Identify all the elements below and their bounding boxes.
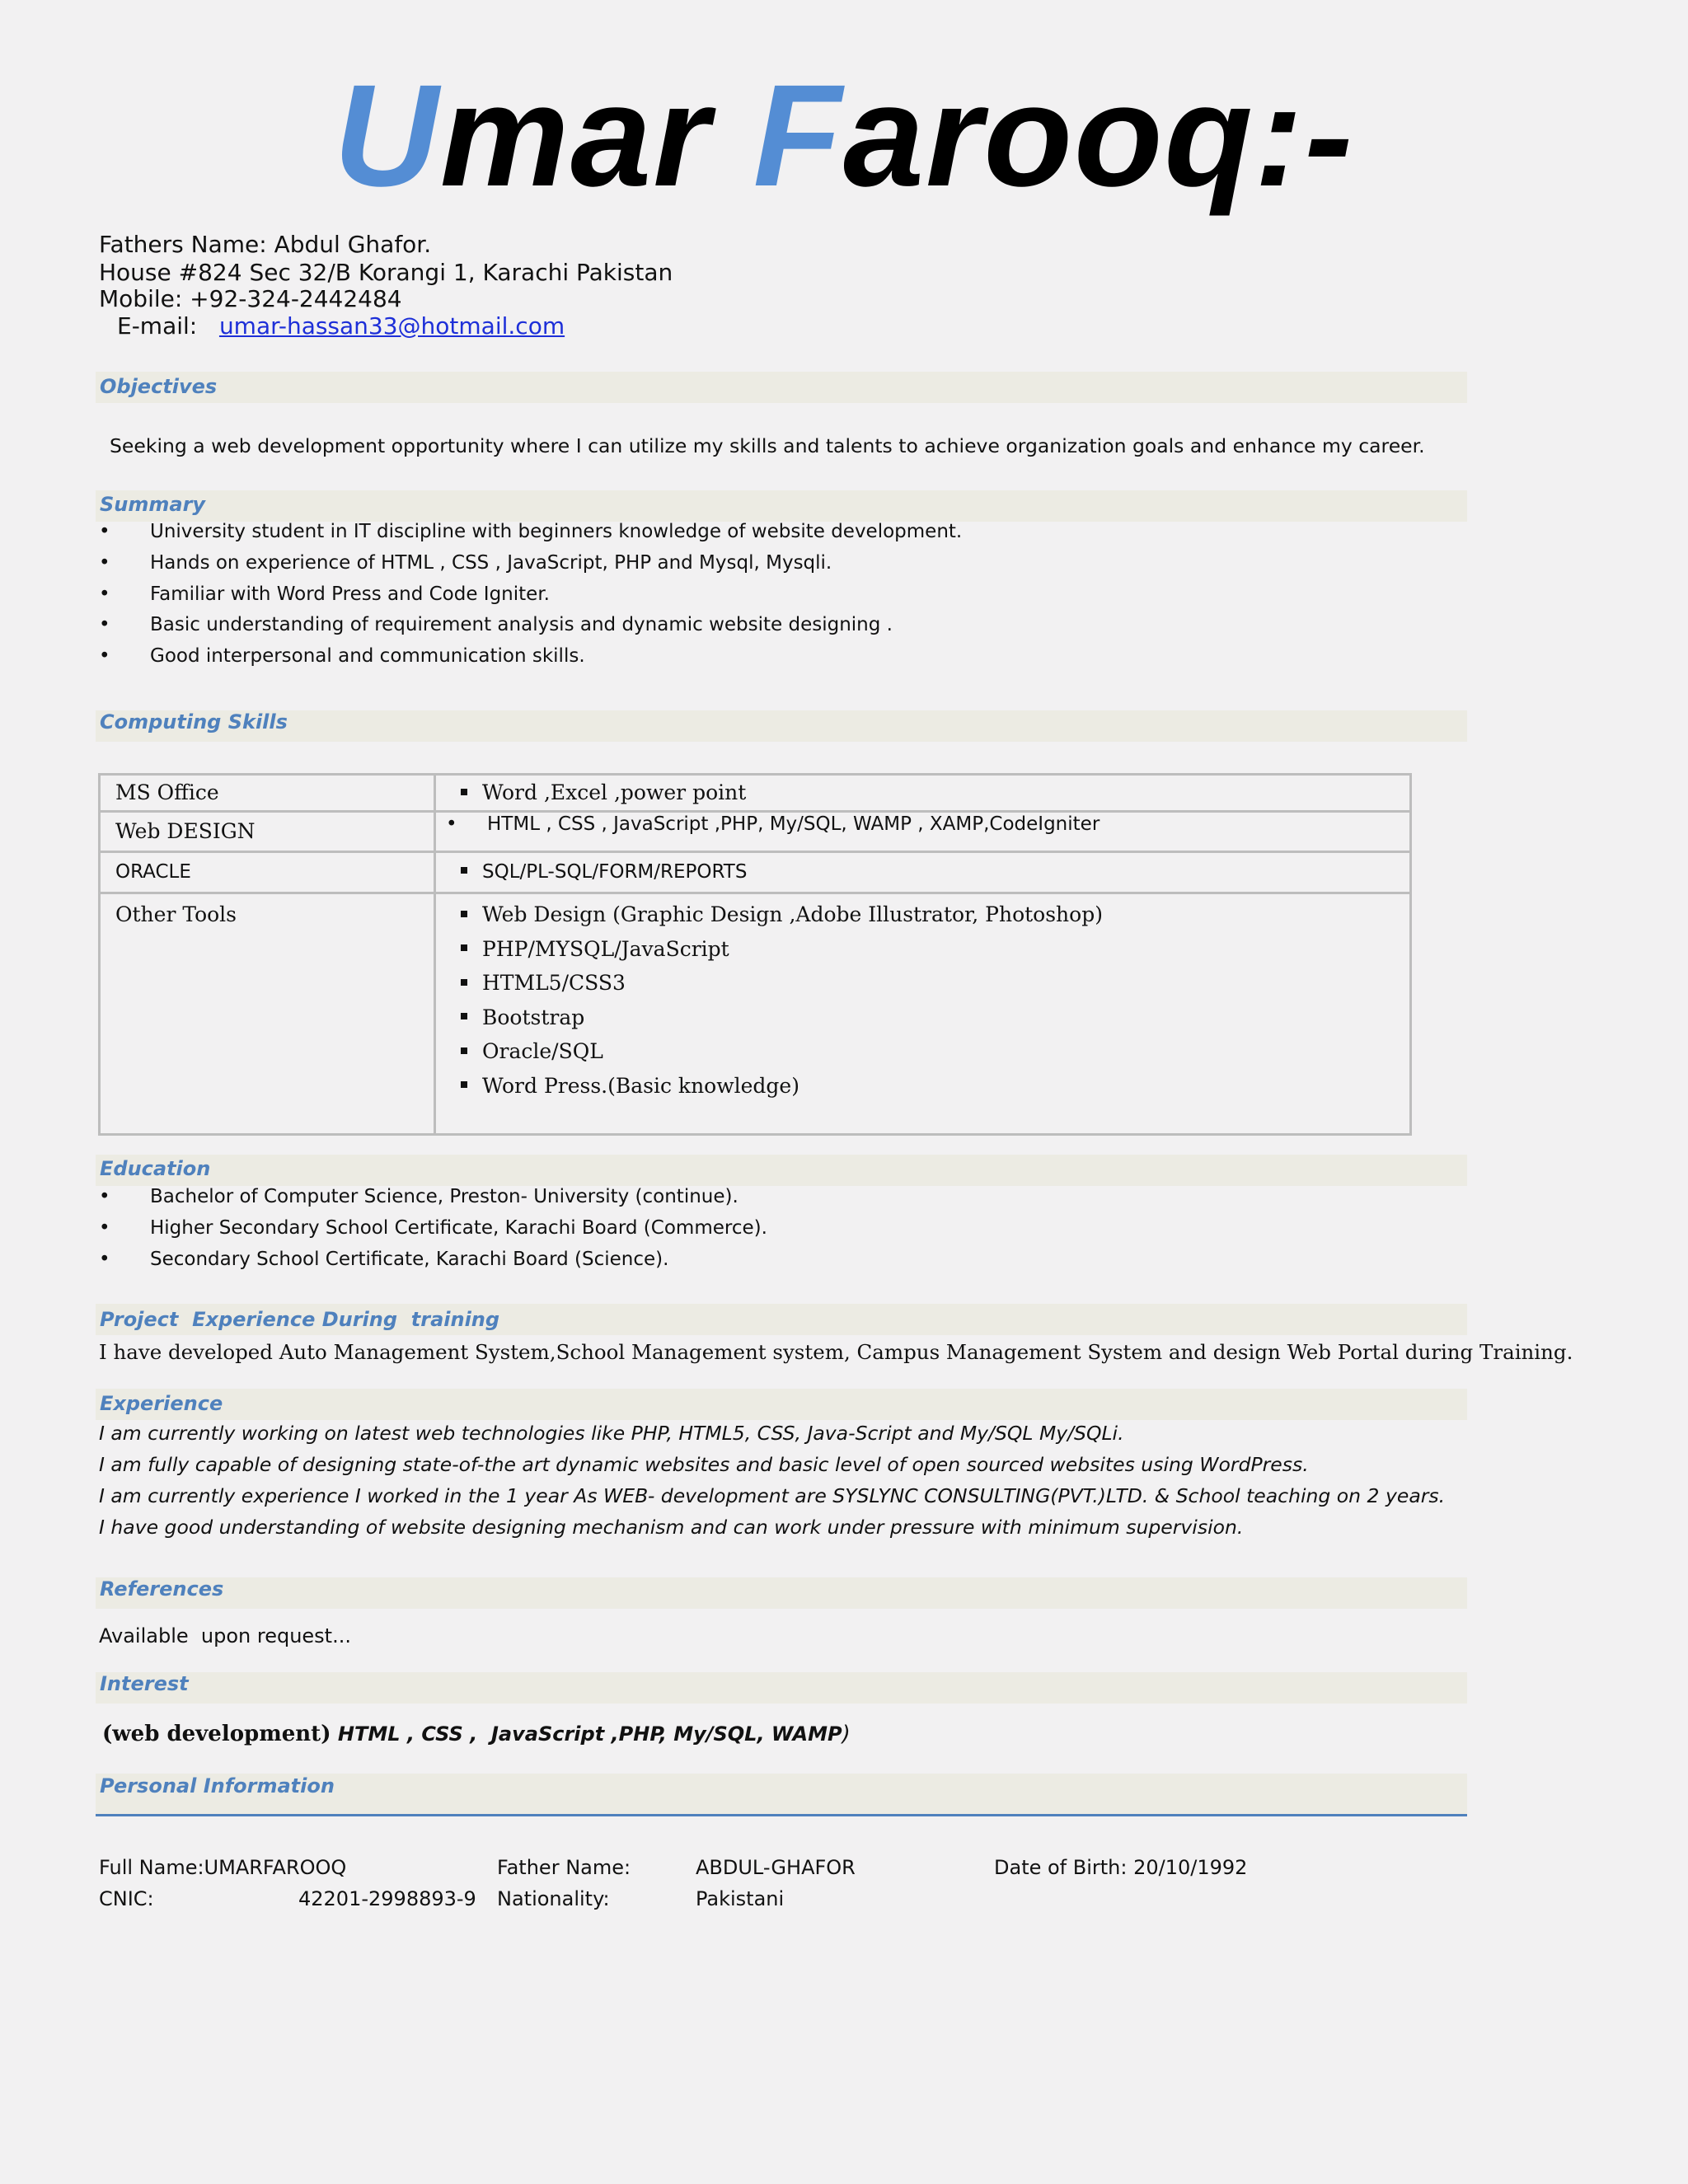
address-line: House #824 Sec 32/B Korangi 1, Karachi Pakistan <box>99 259 673 286</box>
skill-items: Web Design (Graphic Design ,Adobe Illustrator, Photoshop) PHP/MYSQL/JavaScript HTML5/CSS3 Bootstrap Oracle/SQL Word Press.(Basic knowledge) <box>435 893 1411 1135</box>
email-link[interactable]: umar-hassan33@hotmail.com <box>218 312 565 340</box>
experience-line: I am fully capable of designing state-of-the art dynamic websites and basic level of open sourced websites using WordPress. <box>99 1453 1309 1476</box>
skill-category: ORACLE <box>100 852 435 893</box>
objective-text: Seeking a web development opportunity where I can utilize my skills and talents to achieve organization goals and enhance my career. <box>110 434 1425 457</box>
interest-bar <box>96 1672 1467 1704</box>
skill-items: • HTML , CSS , JavaScript ,PHP, My/SQL, WAMP , XAMP,CodeIgniter <box>435 812 1411 852</box>
project-title: Project Experience During training <box>100 1308 500 1331</box>
email-label: E-mail: <box>117 312 198 340</box>
skill-items: SQL/PL-SQL/FORM/REPORTS <box>435 852 1411 893</box>
skill-category: MS Office <box>100 775 435 812</box>
computing-skills-title: Computing Skills <box>100 710 288 733</box>
personal-divider <box>96 1814 1467 1816</box>
skills-table <box>98 773 1412 1136</box>
list-item: • Good interpersonal and communication skills. <box>99 645 585 668</box>
interest-text <box>102 1720 851 1748</box>
list-item: • Familiar with Word Press and Code Igniter. <box>99 583 550 605</box>
skill-items: Word ,Excel ,power point <box>435 775 1411 812</box>
objectives-title: Objectives <box>100 375 218 398</box>
interest-suffix: ) <box>842 1722 851 1746</box>
education-list <box>99 1182 767 1275</box>
table-row <box>100 775 1411 812</box>
cnic-label: CNIC: <box>99 1887 154 1910</box>
mobile-line: Mobile: +92-324-2442484 <box>99 285 402 312</box>
experience-line: I have good understanding of website designing mechanism and can work under pressure with minimum supervision. <box>99 1516 1244 1539</box>
objectives-bar <box>96 372 1467 403</box>
name-first-initial: U <box>333 55 440 217</box>
experience-title: Experience <box>100 1392 223 1415</box>
interest-prefix: (web development) <box>102 1722 331 1746</box>
interest-title: Interest <box>100 1672 189 1695</box>
summary-list <box>99 517 962 673</box>
experience-bar <box>96 1389 1467 1420</box>
experience-line: I am currently experience I worked in the 1 year As WEB- development are SYSLYNC CONSULTING(PVT.)LTD. & School teaching on 2 years. <box>99 1484 1446 1507</box>
interest-skills: HTML , CSS , JavaScript ,PHP, My/SQL, WAMP <box>331 1722 842 1746</box>
father-name-label: Father Name: <box>497 1856 631 1879</box>
list-item: • Higher Secondary School Certificate, Karachi Board (Commerce). <box>99 1216 767 1239</box>
name-first-rest: mar <box>439 55 753 217</box>
summary-title: Summary <box>100 493 206 516</box>
fathers-name-line: Fathers Name: Abdul Ghafor. <box>99 231 432 258</box>
list-item: • Hands on experience of HTML , CSS , JavaScript, PHP and Mysql, Mysqli. <box>99 551 832 574</box>
skill-category: Web DESIGN <box>100 812 435 852</box>
references-text: Available upon request... <box>99 1624 351 1647</box>
name-last-rest: arooq:- <box>843 55 1355 217</box>
list-item: • University student in IT discipline with beginners knowledge of website development. <box>99 521 963 542</box>
email-line <box>99 312 673 341</box>
experience-line: I am currently working on latest web technologies like PHP, HTML5, CSS, Java-Script and My/SQL My/SQLi. <box>99 1422 1124 1445</box>
name-heading <box>0 55 1688 217</box>
name-last-initial: F <box>753 55 844 217</box>
computing-skills-bar <box>96 710 1467 742</box>
table-row <box>100 812 1411 852</box>
full-name: Full Name:UMARFAROOQ <box>99 1856 347 1879</box>
list-item: • Secondary School Certificate, Karachi Board (Science). <box>99 1248 669 1270</box>
nationality-label: Nationality: <box>497 1887 610 1910</box>
nationality-value: Pakistani <box>696 1887 785 1910</box>
references-bar <box>96 1577 1467 1609</box>
education-title: Education <box>100 1157 211 1180</box>
table-row <box>100 893 1411 1135</box>
contact-block <box>99 231 673 341</box>
table-row <box>100 852 1411 893</box>
father-name-value: ABDUL-GHAFOR <box>696 1856 856 1879</box>
skill-category: Other Tools <box>100 893 435 1135</box>
personal-title: Personal Information <box>100 1774 335 1797</box>
list-item: • Basic understanding of requirement analysis and dynamic website designing . <box>99 614 893 636</box>
date-of-birth: Date of Birth: 20/10/1992 <box>994 1856 1248 1879</box>
cnic-value: 42201-2998893-9 <box>298 1887 476 1910</box>
references-title: References <box>100 1577 224 1601</box>
project-text: I have developed Auto Management System,School Management system, Campus Management System and design Web Portal during Training. <box>99 1340 1573 1364</box>
list-item: • Bachelor of Computer Science, Preston- University (continue). <box>99 1186 738 1207</box>
